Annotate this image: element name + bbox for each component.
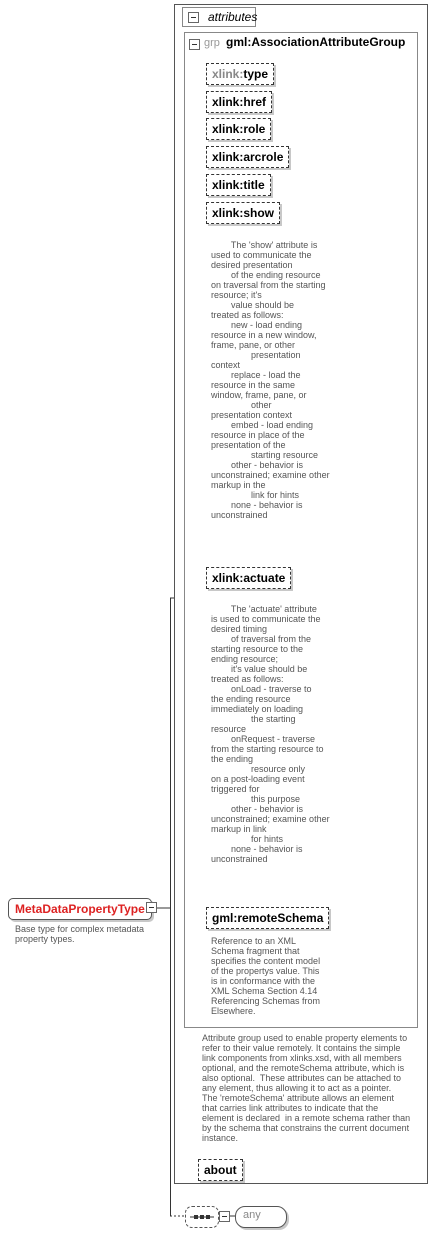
attribute-xlink-actuate[interactable]: xlink:actuate (206, 567, 291, 589)
attributes-label: attributes (208, 10, 258, 24)
collapse-icon[interactable] (146, 902, 157, 913)
attribute-xlink-show[interactable]: xlink:show (206, 202, 280, 224)
collapse-icon[interactable] (189, 39, 200, 50)
attribute-xlink-title[interactable]: xlink:title (206, 174, 271, 196)
sequence-compositor[interactable] (185, 1206, 219, 1228)
show-documentation: The 'show' attribute is used to communicate the desired presentation of the ending resource on traversal from the starting resource; it's value should be treated as follows: new - load ending resource in a new window, frame, pane, or other presentation context replace - load the resource in the same window, frame, pane, or other presentation context embed - load ending resource in place of the presentation of the starting resource other - behavior is unconstrained; examine other markup in the link for hints none - behavior is unconstrained (211, 240, 330, 520)
root-type-name: MetaDataPropertyType (15, 902, 145, 916)
actuate-documentation: The 'actuate' attribute is used to communicate the desired timing of traversal from the starting resource to the ending resource; it's value should be treated as follows: onLoad - traverse to the ending resource immediately on loading the starting resource onRequest - traverse from the starting resource to the ending resource only on a post-loading event triggered for this purpose other - behavior is unconstrained; examine other markup in link for hints none - behavior is unconstrained (211, 604, 330, 864)
sequence-icon (186, 1207, 218, 1227)
attribute-xlink-href[interactable]: xlink:href (206, 91, 272, 113)
attribute-name: type (243, 67, 269, 81)
collapse-icon[interactable] (188, 12, 199, 23)
group-documentation: Attribute group used to enable property elements to refer to their value remotely. It contains the simple link components from xlinks.xsd, with all members optional, and the remoteSchema attribute, which is also optional. These attributes can be attached to any element, thus allowing it to act as a pointer. The 'remoteSchema' attribute allows an element that carries link attributes to indicate that the element is declared in a remote schema rather than by the schema that constrains the current document instance. (202, 1033, 411, 1143)
root-type-documentation: Base type for complex metadata property types. (15, 924, 145, 944)
group-name: gml:AssociationAttributeGroup (226, 35, 406, 49)
remoteschema-documentation: Reference to an XML Schema fragment that specifies the content model of the propertys value. This is in conformance with the XML Schema Section 4.14 Referencing Schemas from Elsewhere. (211, 936, 321, 1016)
collapse-icon[interactable] (219, 1211, 230, 1222)
attribute-gml-remoteschema[interactable]: gml:remoteSchema (206, 907, 329, 929)
any-element-label: any (243, 1209, 261, 1221)
attribute-xlink-arcrole[interactable]: xlink:arcrole (206, 146, 289, 168)
attribute-prefix: xlink: (212, 67, 244, 81)
attribute-xlink-role[interactable]: xlink:role (206, 118, 271, 140)
attribute-about[interactable]: about (198, 1159, 243, 1181)
attributes-header[interactable] (182, 7, 256, 27)
group-kind-label: grp (204, 37, 220, 49)
attribute-xlink-type[interactable] (206, 63, 274, 85)
